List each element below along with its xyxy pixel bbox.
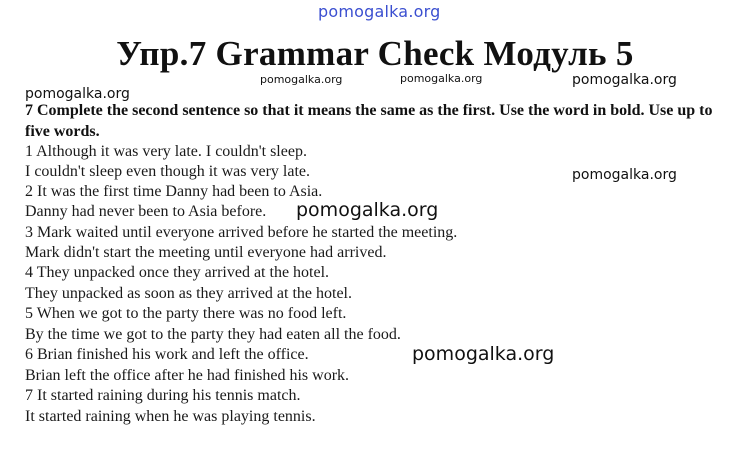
exercise-line: Mark didn't start the meeting until everyone had arrived. — [25, 244, 387, 261]
exercise-line: 6 Brian finished his work and left the office. — [25, 346, 309, 363]
exercise-line: They unpacked as soon as they arrived at the hotel. — [25, 285, 352, 302]
watermark-top: pomogalka.org — [318, 2, 441, 21]
exercise-line: It started raining when he was playing tennis. — [25, 408, 316, 425]
watermark: pomogalka.org — [400, 72, 483, 85]
exercise-line: 7 It started raining during his tennis match. — [25, 387, 301, 404]
page-title: Упр.7 Grammar Check Модуль 5 — [116, 34, 634, 73]
exercise-line: 5 When we got to the party there was no food left. — [25, 305, 347, 322]
exercise-line: Danny had never been to Asia before. — [25, 203, 267, 220]
exercise-line: I couldn't sleep even though it was very late. — [25, 163, 311, 180]
watermark: pomogalka.org — [25, 86, 130, 102]
exercise-line: 3 Mark waited until everyone arrived before he started the meeting. — [25, 224, 458, 241]
exercise-line: 1 Although it was very late. I couldn't sleep. — [25, 143, 307, 160]
watermark: pomogalka.org — [260, 73, 343, 86]
exercise-line: By the time we got to the party they had eaten all the food. — [25, 326, 401, 343]
watermark: pomogalka.org — [572, 167, 677, 183]
watermark: pomogalka.org — [296, 199, 439, 221]
exercise-line: Brian left the office after he had finished his work. — [25, 367, 350, 384]
instruction: 7 Complete the second sentence so that it means the same as the first. Use the word in bold. Use up to five words. — [25, 102, 713, 140]
exercise-line: 2 It was the first time Danny had been to Asia. — [25, 183, 323, 200]
watermark: pomogalka.org — [572, 72, 677, 88]
exercise-line: 4 They unpacked once they arrived at the hotel. — [25, 264, 330, 281]
watermark: pomogalka.org — [412, 343, 555, 365]
